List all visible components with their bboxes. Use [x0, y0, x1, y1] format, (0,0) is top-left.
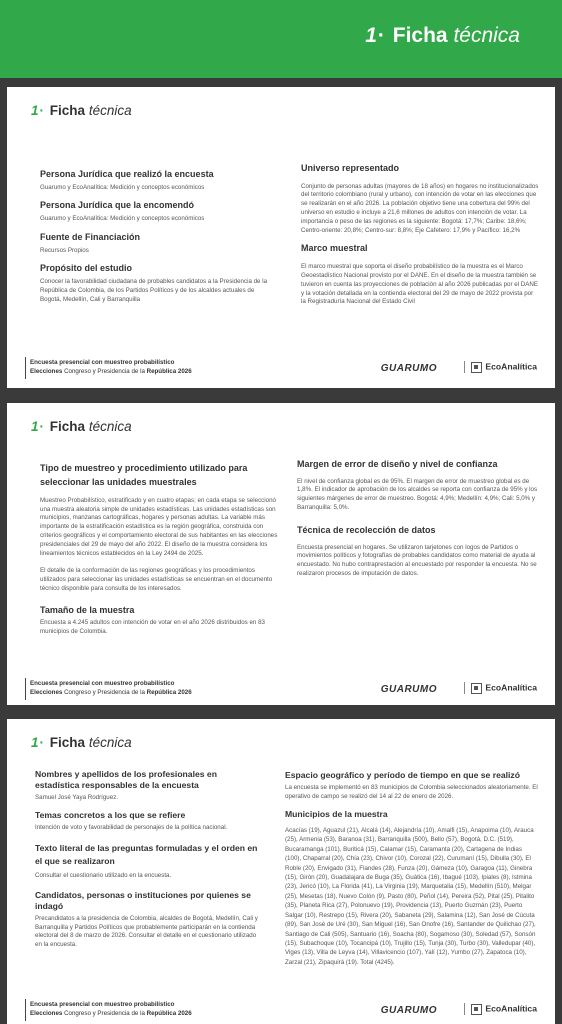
- card-title: 1· Ficha técnica: [31, 103, 132, 118]
- section-heading: Nombres y apellidos de los profesionales en estadística responsables de la encuesta: [35, 769, 217, 791]
- guarumo-logo: GUARUMO: [380, 1005, 437, 1016]
- card-footer: [25, 999, 537, 1021]
- section-heading: Marco muestral: [301, 243, 368, 254]
- ecoanalitica-logo: EcoAnalítica: [464, 361, 537, 373]
- banner-title-ficha: Ficha: [392, 24, 448, 47]
- section-text: Conocer la favorabilidad ciudadana de probables candidatos a la Presidencia de la República de Colombia, de los Partidos Políticos y de los alcaldes actuales de Bogotá, Medellín, Cali y Barranquilla: [40, 278, 268, 303]
- right-column: [285, 770, 539, 975]
- ecoanalitica-logo: EcoAnalítica: [464, 682, 537, 694]
- right-column: [297, 459, 539, 587]
- banner-title: [365, 24, 520, 48]
- footer-survey-type: Encuesta presencial con muestreo probabilístico: [30, 1001, 175, 1008]
- section-heading: Persona Jurídica que la encomendó: [40, 200, 195, 211]
- card-title: 1· Ficha técnica: [31, 419, 132, 434]
- ecoanalitica-logo: EcoAnalítica: [464, 1003, 537, 1015]
- section-text: Guarumo y EcoAnalítica: Medición y conceptos económicos: [40, 183, 205, 191]
- slide-card-2: [7, 403, 555, 705]
- section-heading: Universo representado: [301, 163, 400, 173]
- section-heading: Tamaño de la muestra: [40, 604, 135, 615]
- section-text: Intención de voto y favorabilidad de personajes de la política nacional.: [35, 824, 228, 832]
- left-column: [40, 169, 276, 313]
- section-heading: Propósito del estudio: [40, 263, 133, 274]
- left-column: [35, 769, 261, 958]
- guarumo-logo: GUARUMO: [380, 684, 437, 695]
- ecoanalitica-icon: [471, 362, 482, 373]
- section-text: Samuel José Yaya Rodríguez.: [35, 794, 119, 802]
- banner-title-tecnica: técnica: [453, 24, 520, 47]
- ecoanalitica-icon: [471, 1004, 482, 1015]
- section-heading: Margen de error de diseño y nivel de confianza: [297, 459, 498, 469]
- section-text: Guarumo y EcoAnalítica: Medición y conceptos económicos: [40, 215, 205, 223]
- section-heading: Espacio geográfico y período de tiempo en que se realizó: [285, 770, 520, 780]
- section-heading: Fuente de Financiación: [40, 231, 141, 242]
- section-text: Muestreo Probabilístico, estratificado y en cuatro etapas; en cada etapa se seleccionó una muestra aleatoria simple de unidades estadísticas. Las unidades estadísticas son municipios, manzanas cartográficas, hogares y personas adultas. La variable más importante de la estratificación estadística es la región geográfica, construida con criterios geográficos y el comportamiento electoral de sus habitantes en las elecciones presidenciales del 29 de mayo del año 2022. El diseño de la muestra considera los lineamientos técnicos establecidos en la Ley 2494 de 2025.: [40, 496, 278, 557]
- section-text: El marco muestral que soporta el diseño probabilístico de la muestra es el Marco Geoestadístico Nacional provisto por el DANE. En el diseño de la muestra también se tuvieron en cuenta las proyecciones de población al año 2026 publicadas por el DANE y la votación detallada en la contienda electoral del 29 de mayo de 2022 provista por la Registraduría Nacional del Estado Civil: [301, 263, 538, 306]
- card-footer: [25, 357, 537, 379]
- section-heading: Candidatos, personas o instituciones por quienes se indagó: [35, 889, 251, 911]
- ecoanalitica-icon: [471, 683, 482, 694]
- banner-dot: ·: [377, 24, 385, 47]
- card-footer: [25, 678, 537, 700]
- guarumo-logo: GUARUMO: [380, 363, 437, 374]
- section-heading: Texto literal de las preguntas formuladas y el orden en el que se realizaron: [35, 843, 258, 867]
- municipalities-list: Acacías (19), Aguazul (21), Alcalá (14), Alejandría (10), Amalfi (15), Anapoima (10), Arauca (25), Armenia (53), Baranoa (31), Barranquilla (500), Bello (57), Bogotá, D.C. (519), Bucaramanga (101), Buriticá (15), Calamar (15), Caramanta (20), Cartagena de Indias (100), Chaparral (20), Chía (23), Chivor (10), Corozal (22), Curumaní (15), Dibulla (30), El Roble (20), Envigado (31), Flandes (28), Funza (20), Gámeza (10), Garagoa (11), Ginebra (15), Girón (20), Guadalajara de Buga (35), Guática (16), Ibagué (103), Ipiales (8), Istmina (23), Jericó (10), La Florida (41), La Virginia (19), Marquetalia (15), Medellín (510), Melgar (25), Mesetas (18), Nuevo Colón (9), Pasto (80), Peñol (14), Pereira (52), Pital (25), Pitalito (35), Planeta Rica (27), Polonuevo (19), Providencia (13), Puerto Guzmán (23), Puerto Salgar (10), Restrepo (15), Rivera (20), Sabaneta (29), Salamina (12), San José de Cúcuta (89), San José de Uré (30), San Miguel (16), San Onofre (16), Santander de Quilichao (27), Santiago de Cali (505), Santuario (16), Soacha (80), Sogamoso (30), Soledad (57), Sonsón (15), Subachoque (10), Tocancipá (10), Trujillo (15), Tunja (30), Turbo (30), Valledupar (40), Viges (13), Villa de Leyva (14), Villavicencio (107), Yalí (12), Yumbo (27), Zapatoca (10), Zarzal (21), Zipaquirá (19). Total (4245).: [285, 826, 536, 966]
- left-column: [40, 461, 280, 645]
- section-text: La encuesta se implementó en 83 municipios de Colombia seleccionados aleatoriamente. El operativo de campo se realizó del 14 al 22 de enero de 2026.: [285, 784, 538, 800]
- section-heading: Persona Jurídica que realizó la encuesta: [40, 169, 214, 179]
- section-text: Recursos Propios: [40, 246, 89, 254]
- header-banner: [0, 0, 562, 78]
- right-column: [301, 163, 539, 315]
- section-text: Consultar el cuestionario utilizado en la encuesta.: [35, 871, 172, 879]
- section-heading: Tipo de muestreo y procedimiento utilizado para seleccionar las unidades muestrales: [40, 463, 248, 488]
- section-text: Conjunto de personas adultas (mayores de 18 años) en hogares no institucionalizados del territorio colombiano (rural y urbano), con intención de votar en las elecciones que se realizarán en el año 2026. La población objetivo tiene una cobertura del 99% del universo en estudio e incluye a 21,6 millones de adultos con intención de votar. La importancia o peso de las regiones es la siguiente: Bogotá: 17,7%; Caribe: 18,6%; Centro-oriente: 20,8%; Centro-sur: 8,8%; Eje Cafetero: 17,9% y Pacífico: 16,2%: [301, 182, 539, 234]
- footer-elections: Elecciones Congreso y Presidencia de la República 2026: [30, 1010, 192, 1017]
- footer-survey-type: Encuesta presencial con muestreo probabilístico: [30, 680, 175, 687]
- slide-card-3: [7, 719, 555, 1024]
- banner-number: 1: [365, 24, 377, 47]
- section-heading: Técnica de recolección de datos: [297, 524, 436, 535]
- section-text: Precandidatos a la presidencia de Colombia, alcaldes de Bogotá, Medellín, Cali y Barranquilla y Partidos Políticos que probablemente participarán en la contienda electoral del 8 de marzo de 2026. Consultar el detalle en el cuestionario utilizado en la encuesta.: [35, 914, 258, 949]
- footer-elections: Elecciones Congreso y Presidencia de la República 2026: [30, 368, 192, 375]
- section-heading: Municipios de la muestra: [285, 808, 388, 819]
- slide-card-1: [7, 87, 555, 388]
- card-title: 1· Ficha técnica: [31, 735, 132, 750]
- footer-survey-type: Encuesta presencial con muestreo probabilístico: [30, 359, 175, 366]
- footer-elections: Elecciones Congreso y Presidencia de la República 2026: [30, 689, 192, 696]
- section-heading: Temas concretos a los que se refiere: [35, 810, 186, 821]
- section-text: Encuesta a 4.245 adultos con intención de votar en el año 2026 distribuidos en 83 municipios de Colombia.: [40, 619, 265, 636]
- section-text: El detalle de la conformación de las regiones geográficas y los procedimientos utilizados para seleccionar las unidades estadísticas se encuentran en el documento técnico disponible para consulta de los interesados.: [40, 567, 273, 592]
- section-text: Encuesta presencial en hogares. Se utilizaron tarjetones con logos de Partidos o movimientos políticos y fotografías de probables candidatos como material de ayuda al encuestado. No hubo contraprestación al encuestado por responder la encuesta. No se realizaron procesos de imputación de datos.: [297, 543, 537, 577]
- section-text: El nivel de confianza global es de 95%. El margen de error de muestreo global es de 1,8%. El indicador de aprobación de los alcaldes se reporta con confianza de 95% y los siguientes márgenes de error de muestreo. Bogotá: 4,9%; Medellín: 4,9%; Cali: 5,0% y Barranquilla: 5,0%.: [297, 477, 538, 512]
